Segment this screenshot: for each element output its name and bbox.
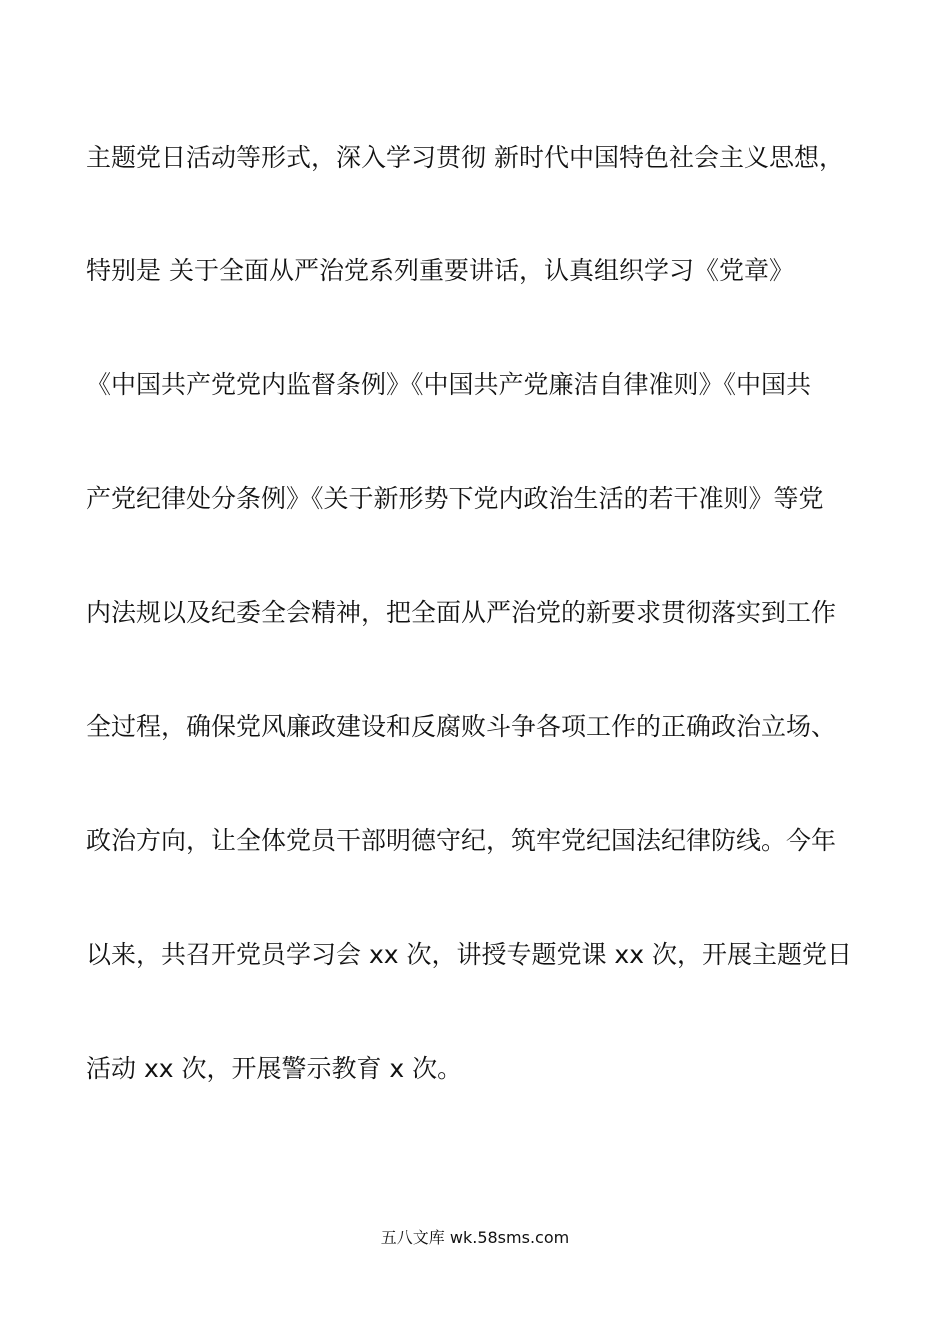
body-text-line: 活动 xx 次，开展警示教育 x 次。 <box>86 1054 463 1083</box>
page-footer: 五八文库 wk.58sms.com <box>380 1228 570 1247</box>
body-text-line: 以来，共召开党员学习会 xx 次，讲授专题党课 xx 次，开展主题党日 <box>86 940 852 969</box>
body-text-line: 全过程，确保党风廉政建设和反腐败斗争各项工作的正确政治立场、 <box>86 712 837 741</box>
body-text-line: 《中国共产党党内监督条例》《中国共产党廉洁自律准则》《中国共 <box>86 370 812 399</box>
body-text-line: 特别是 关于全面从严治党系列重要讲话，认真组织学习《党章》 <box>86 256 794 285</box>
body-text-line: 主题党日活动等形式，深入学习贯彻 新时代中国特色社会主义思想， <box>86 143 844 172</box>
body-text-line: 内法规以及纪委全会精神，把全面从严治党的新要求贯彻落实到工作 <box>86 598 837 627</box>
body-text-line: 政治方向，让全体党员干部明德守纪，筑牢党纪国法纪律防线。今年 <box>86 826 837 855</box>
body-text-line: 产党纪律处分条例》《关于新形势下党内政治生活的若干准则》等党 <box>86 484 824 513</box>
